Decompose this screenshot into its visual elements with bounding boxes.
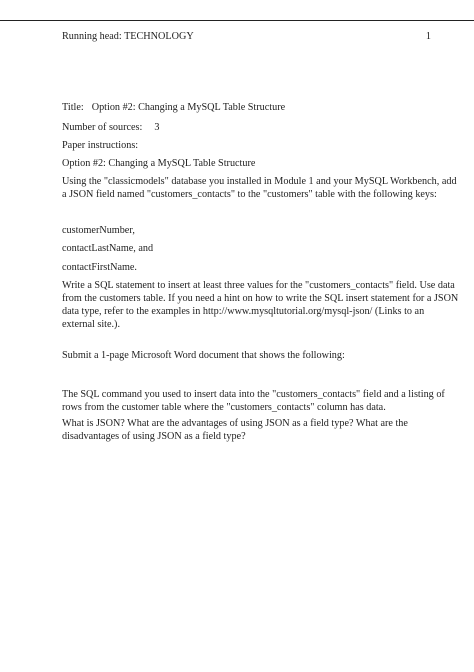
- top-rule: [0, 20, 474, 21]
- sources-line: [62, 121, 426, 134]
- title-line: [62, 101, 426, 114]
- title-value: Option #2: Changing a MySQL Table Structure: [91, 102, 286, 113]
- write-line-1: Write a SQL statement to insert at least three values for the "customers_contacts" field. Use data: [62, 280, 455, 291]
- key-3: contactFirstName.: [62, 262, 137, 273]
- submit-paragraph: Submit a 1-page Microsoft Word document that shows the following:: [62, 350, 345, 361]
- write-line-3: data type, refer to the examples in http://www.mysqltutorial.org/mysql-json/ (Links to an: [62, 306, 425, 317]
- sql-line-1: The SQL command you used to insert data into the "customers_contacts" field and a listing of: [62, 389, 445, 400]
- option-heading: Option #2: Changing a MySQL Table Structure: [62, 158, 256, 169]
- key-2: contactLastName, and: [62, 243, 154, 254]
- intro-paragraph: [62, 175, 457, 201]
- json-line-2: disadvantages of using JSON as a field type?: [62, 431, 246, 442]
- sql-paragraph: [62, 388, 445, 414]
- intro-line-2: a JSON field named "customers_contacts" to the "customers" table with the following keys:: [62, 189, 437, 200]
- instructions-label: Paper instructions:: [62, 140, 139, 151]
- page-number: 1: [425, 31, 431, 42]
- sources-label: Number of sources:: [62, 122, 143, 133]
- running-head: Running head: TECHNOLOGY: [62, 31, 194, 42]
- json-line-1: What is JSON? What are the advantages of using JSON as a field type? What are the: [62, 418, 408, 429]
- write-line-2: from the customers table. If you need a hint on how to write the SQL insert statement for a JSON: [62, 293, 459, 304]
- intro-line-1: Using the "classicmodels" database you installed in Module 1 and your MySQL Workbench, add: [62, 176, 457, 187]
- write-line-4: external site.).: [62, 319, 120, 330]
- sources-value: 3: [154, 122, 160, 133]
- key-1: customerNumber,: [62, 225, 135, 236]
- sql-line-2: rows from the customer table where the "customers_contacts" column has data.: [62, 402, 386, 413]
- title-label: Title:: [62, 102, 84, 113]
- write-paragraph: [62, 279, 459, 331]
- json-paragraph: [62, 417, 426, 443]
